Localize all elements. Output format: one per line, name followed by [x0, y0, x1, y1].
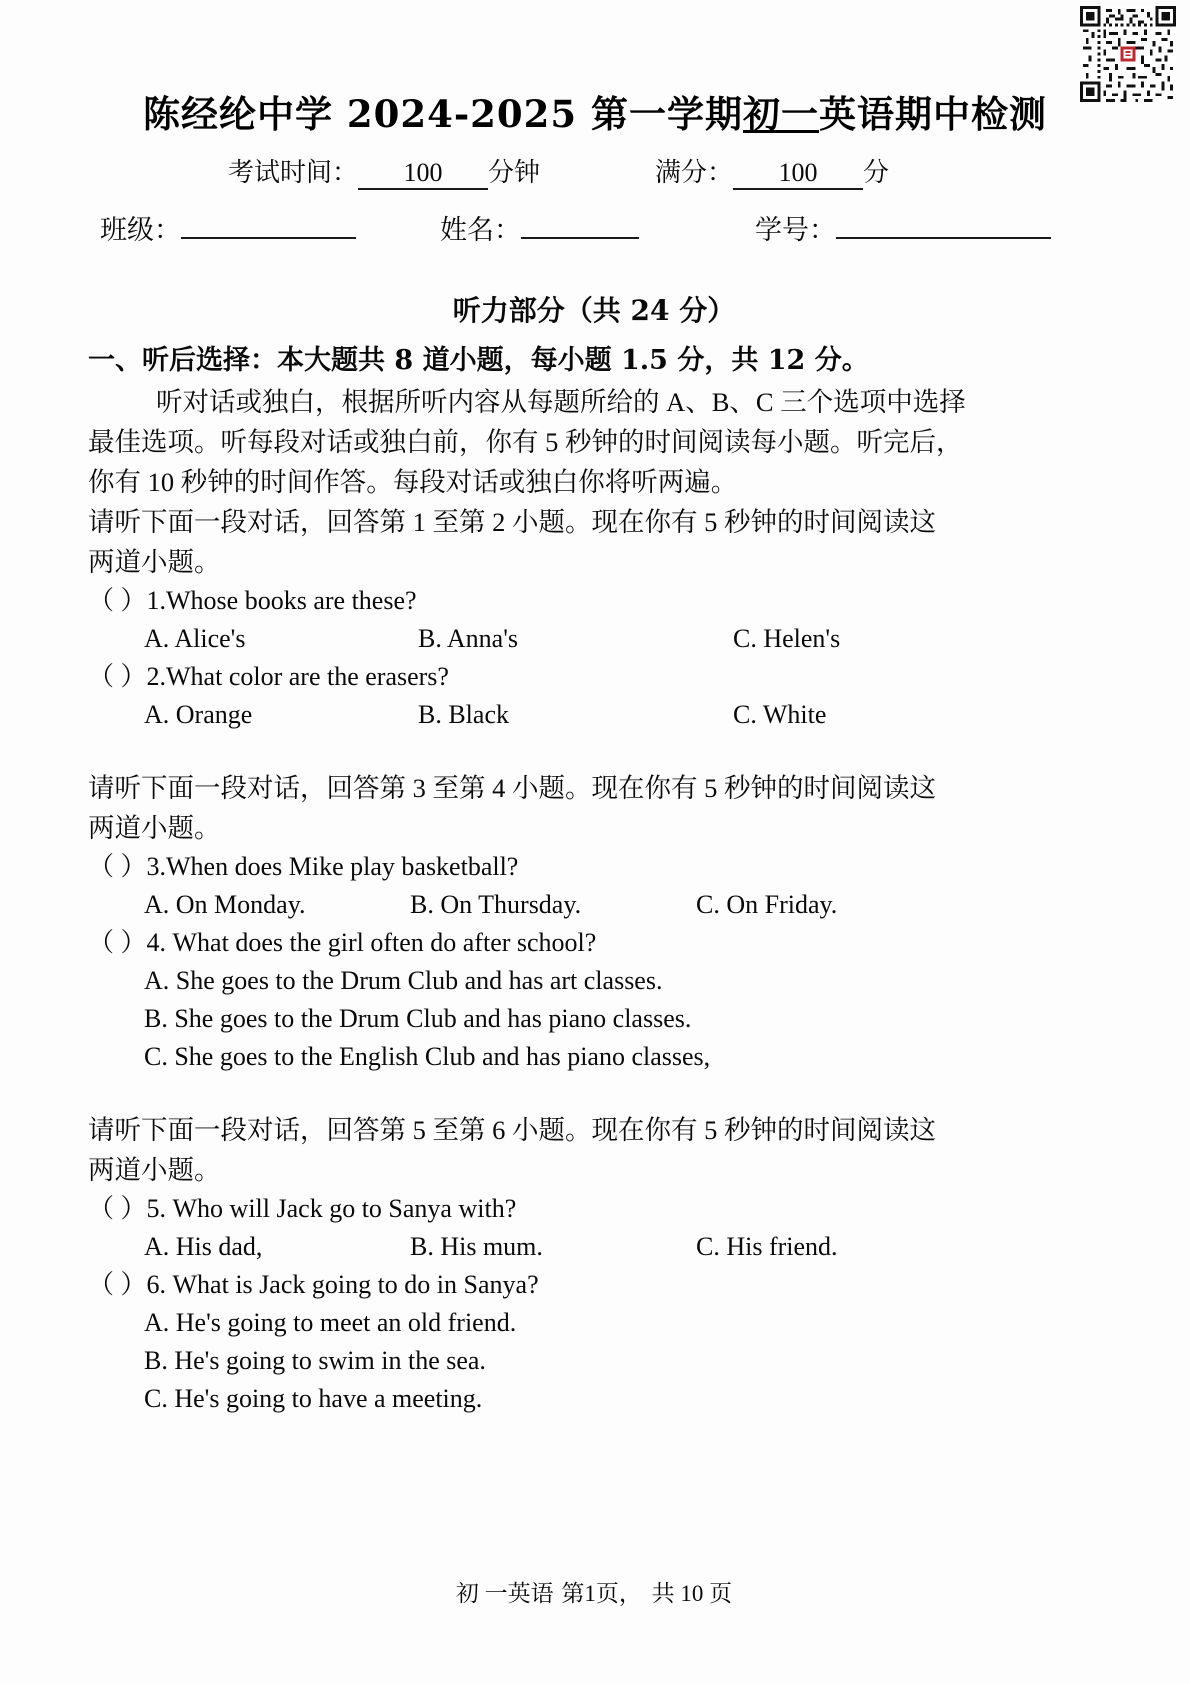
option-a-2[interactable]: A. Orange	[144, 700, 253, 729]
question-text-3: When does Mike play basketball?	[166, 852, 519, 881]
option-a-1[interactable]: A. Alice's	[144, 624, 246, 653]
answer-bracket-2[interactable]: （ ）	[88, 662, 147, 691]
option-c-1[interactable]: C. Helen's	[733, 624, 841, 653]
option-c-5[interactable]: C. His friend.	[696, 1232, 838, 1261]
part-one-heading: 一、听后选择：本大题共 8 道小题，每小题 1.5 分，共 12 分。	[88, 345, 869, 376]
question-number-5: 5.	[146, 1194, 167, 1223]
listening-section-title: 听力部分（共 24 分）	[452, 294, 736, 327]
answer-bracket-6[interactable]: （ ）	[88, 1270, 147, 1299]
answer-bracket-1[interactable]: （ ）	[88, 586, 147, 615]
question-options-5	[88, 1228, 1100, 1266]
cue-5-6-line-1: 请听下面一段对话，回答第 5 至第 6 小题。现在你有 5 秒钟的时间阅读这	[88, 1115, 936, 1145]
exam-time-unit: 分钟	[488, 158, 541, 187]
cue-1-2-line-1: 请听下面一段对话，回答第 1 至第 2 小题。现在你有 5 秒钟的时间阅读这	[88, 507, 936, 537]
answer-bracket-5[interactable]: （ ）	[88, 1194, 147, 1223]
option-b-6[interactable]: B. He's going to swim in the sea.	[144, 1346, 486, 1375]
option-c-3[interactable]: C. On Friday.	[696, 890, 838, 919]
option-b-5[interactable]: B. His mum.	[410, 1232, 543, 1261]
full-score-label: 满分：	[655, 158, 734, 187]
question-options-2	[88, 696, 1100, 734]
question-number-1: 1.	[146, 586, 167, 615]
full-score-value: 100	[733, 158, 863, 190]
question-stem-1	[88, 582, 1100, 620]
page-title	[0, 84, 1190, 138]
full-score-unit: 分	[863, 158, 890, 187]
title-grade-underlined: 初一	[743, 92, 820, 136]
class-label: 班级：	[100, 215, 181, 245]
class-group	[100, 208, 356, 247]
option-a-6[interactable]: A. He's going to meet an old friend.	[144, 1308, 517, 1337]
option-b-4[interactable]: B. She goes to the Drum Club and has piano classes.	[144, 1004, 692, 1033]
student-id-group	[755, 208, 1051, 247]
exam-time-group	[228, 152, 540, 190]
cue-1-2-line-2: 两道小题。	[88, 547, 221, 577]
answer-bracket-3[interactable]: （ ）	[88, 852, 147, 881]
question-number-3: 3.	[146, 852, 167, 881]
question-stem-6	[88, 1266, 1100, 1304]
instruction-line-3: 你有 10 秒钟的时间作答。每段对话或独白你将听两遍。	[88, 467, 738, 497]
question-text-1: Whose books are these?	[166, 586, 417, 615]
question-stem-5	[88, 1190, 1100, 1228]
page-footer	[0, 1575, 1190, 1608]
option-c-6[interactable]: C. He's going to have a meeting.	[144, 1384, 483, 1413]
spacer	[88, 734, 1100, 768]
exam-time-label: 考试时间：	[228, 158, 359, 187]
cue-5-6-line-2: 两道小题。	[88, 1155, 221, 1185]
instruction-line-2: 最佳选项。听每段对话或独白前，你有 5 秒钟的时间阅读每小题。听完后，	[88, 427, 963, 457]
exam-time-value: 100	[358, 158, 488, 190]
question-stem-2	[88, 658, 1100, 696]
instruction-line-1: 听对话或独白，根据所听内容从每题所给的 A、B、C 三个选项中选择	[156, 387, 966, 417]
exam-body	[88, 292, 1100, 1418]
option-b-1[interactable]: B. Anna's	[418, 624, 519, 653]
footer-page-current: 第1页，	[561, 1581, 642, 1606]
question-text-5: Who will Jack go to Sanya with?	[172, 1194, 517, 1223]
question-options-3	[88, 886, 1100, 924]
option-b-2[interactable]: B. Black	[418, 700, 509, 729]
option-c-2[interactable]: C. White	[733, 700, 827, 729]
student-id-input[interactable]	[836, 237, 1051, 239]
cue-3-4-line-2: 两道小题。	[88, 813, 221, 843]
name-group	[440, 208, 639, 247]
name-label: 姓名：	[440, 215, 521, 245]
question-number-4: 4.	[146, 928, 167, 957]
question-text-4: What does the girl often do after school?	[172, 928, 597, 957]
option-c-4[interactable]: C. She goes to the English Club and has piano classes,	[144, 1042, 711, 1071]
answer-bracket-4[interactable]: （ ）	[88, 928, 147, 957]
question-options-1	[88, 620, 1100, 658]
question-number-6: 6.	[146, 1270, 167, 1299]
question-text-6: What is Jack going to do in Sanya?	[172, 1270, 539, 1299]
question-stem-3	[88, 848, 1100, 886]
full-score-group	[655, 152, 889, 190]
cue-3-4-line-1: 请听下面一段对话，回答第 3 至第 4 小题。现在你有 5 秒钟的时间阅读这	[88, 773, 936, 803]
question-number-2: 2.	[146, 662, 167, 691]
title-main: 陈经纶中学 2024-2025 第一学期	[142, 92, 744, 136]
class-input[interactable]	[181, 237, 356, 239]
option-a-3[interactable]: A. On Monday.	[144, 890, 306, 919]
title-tail: 英语期中检测	[819, 92, 1048, 136]
name-input[interactable]	[521, 237, 639, 239]
footer-page-total: 共 10 页	[651, 1581, 733, 1606]
option-a-5[interactable]: A. His dad,	[144, 1232, 263, 1261]
question-stem-4	[88, 924, 1100, 962]
footer-subject: 初 一英语	[455, 1581, 554, 1606]
student-id-label: 学号：	[755, 215, 836, 245]
question-text-2: What color are the erasers?	[166, 662, 449, 691]
spacer	[88, 1076, 1100, 1110]
option-a-4[interactable]: A. She goes to the Drum Club and has art classes.	[144, 966, 663, 995]
option-b-3[interactable]: B. On Thursday.	[410, 890, 582, 919]
